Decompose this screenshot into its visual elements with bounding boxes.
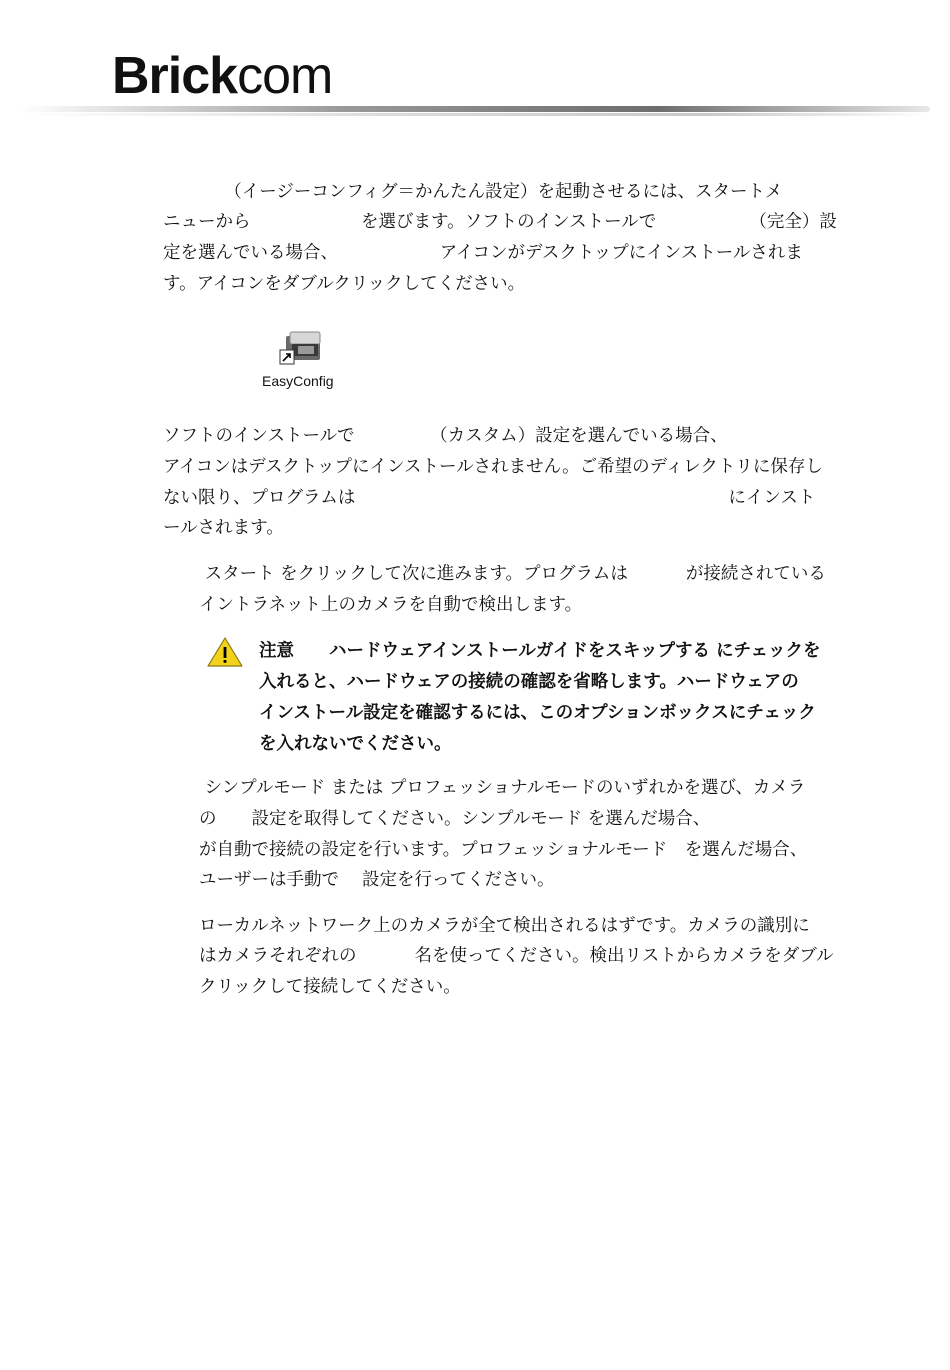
- text-line: スタート をクリックして次に進みます。プログラムは が接続されている: [199, 564, 826, 584]
- text-line: ない限り、プログラムは にインスト: [163, 488, 816, 508]
- text-line: が自動で接続の設定を行います。プロフェッショナルモード を選んだ場合、: [199, 840, 808, 860]
- text-line: の 設定を取得してください。シンプルモード を選んだ場合、: [199, 809, 711, 829]
- warning-line: 入れると、ハードウェアの接続の確認を省略します。ハードウェアの: [259, 672, 799, 692]
- warning-line: を入れないでください。: [259, 734, 452, 754]
- text-line: ールされます。: [163, 518, 284, 538]
- brickcom-logo: [112, 47, 333, 105]
- text-line: ソフトのインストールで （カスタム）設定を選んでいる場合、: [163, 426, 728, 446]
- text-line: 定を選んでいる場合、 アイコンがデスクトップにインストールされま: [163, 243, 803, 263]
- logo-brick-text: Brick: [112, 47, 238, 105]
- text-line: はカメラそれぞれの 名を使ってください。検出リストからカメラをダブル: [199, 946, 834, 966]
- text-line: ニューから を選びます。ソフトのインストールで （完全）設: [163, 212, 837, 232]
- text-line: （イージーコンフィグ＝かんたん設定）を起動させるには、スタートメ: [163, 182, 783, 202]
- easyconfig-desktop-icon[interactable]: [262, 328, 352, 392]
- header-rule-highlight: [20, 113, 930, 116]
- warning-triangle-icon: [206, 636, 244, 668]
- text-line: シンプルモード または プロフェッショナルモードのいずれかを選び、カメラ: [199, 778, 806, 798]
- text-line: イントラネット上のカメラを自動で検出します。: [199, 595, 583, 615]
- text-line: す。アイコンをダブルクリックしてください。: [163, 274, 526, 294]
- warning-line: 注意 ハードウェアインストールガイドをスキップする にチェックを: [259, 641, 821, 661]
- text-line: クリックして接続してください。: [199, 977, 461, 997]
- text-line: ローカルネットワーク上のカメラが全て検出されるはずです。カメラの識別に: [199, 916, 810, 936]
- logo-com-text: com: [237, 47, 333, 105]
- warning-line: インストール設定を確認するには、このオプションボックスにチェック: [259, 703, 816, 723]
- header-rule: [20, 106, 930, 112]
- camera-shortcut-icon: [262, 328, 352, 372]
- text-line: ユーザーは手動で 設定を行ってください。: [199, 870, 555, 890]
- text-line: アイコンはデスクトップにインストールされません。ご希望のディレクトリに保存し: [163, 457, 823, 477]
- easyconfig-icon-label: EasyConfig: [262, 373, 334, 389]
